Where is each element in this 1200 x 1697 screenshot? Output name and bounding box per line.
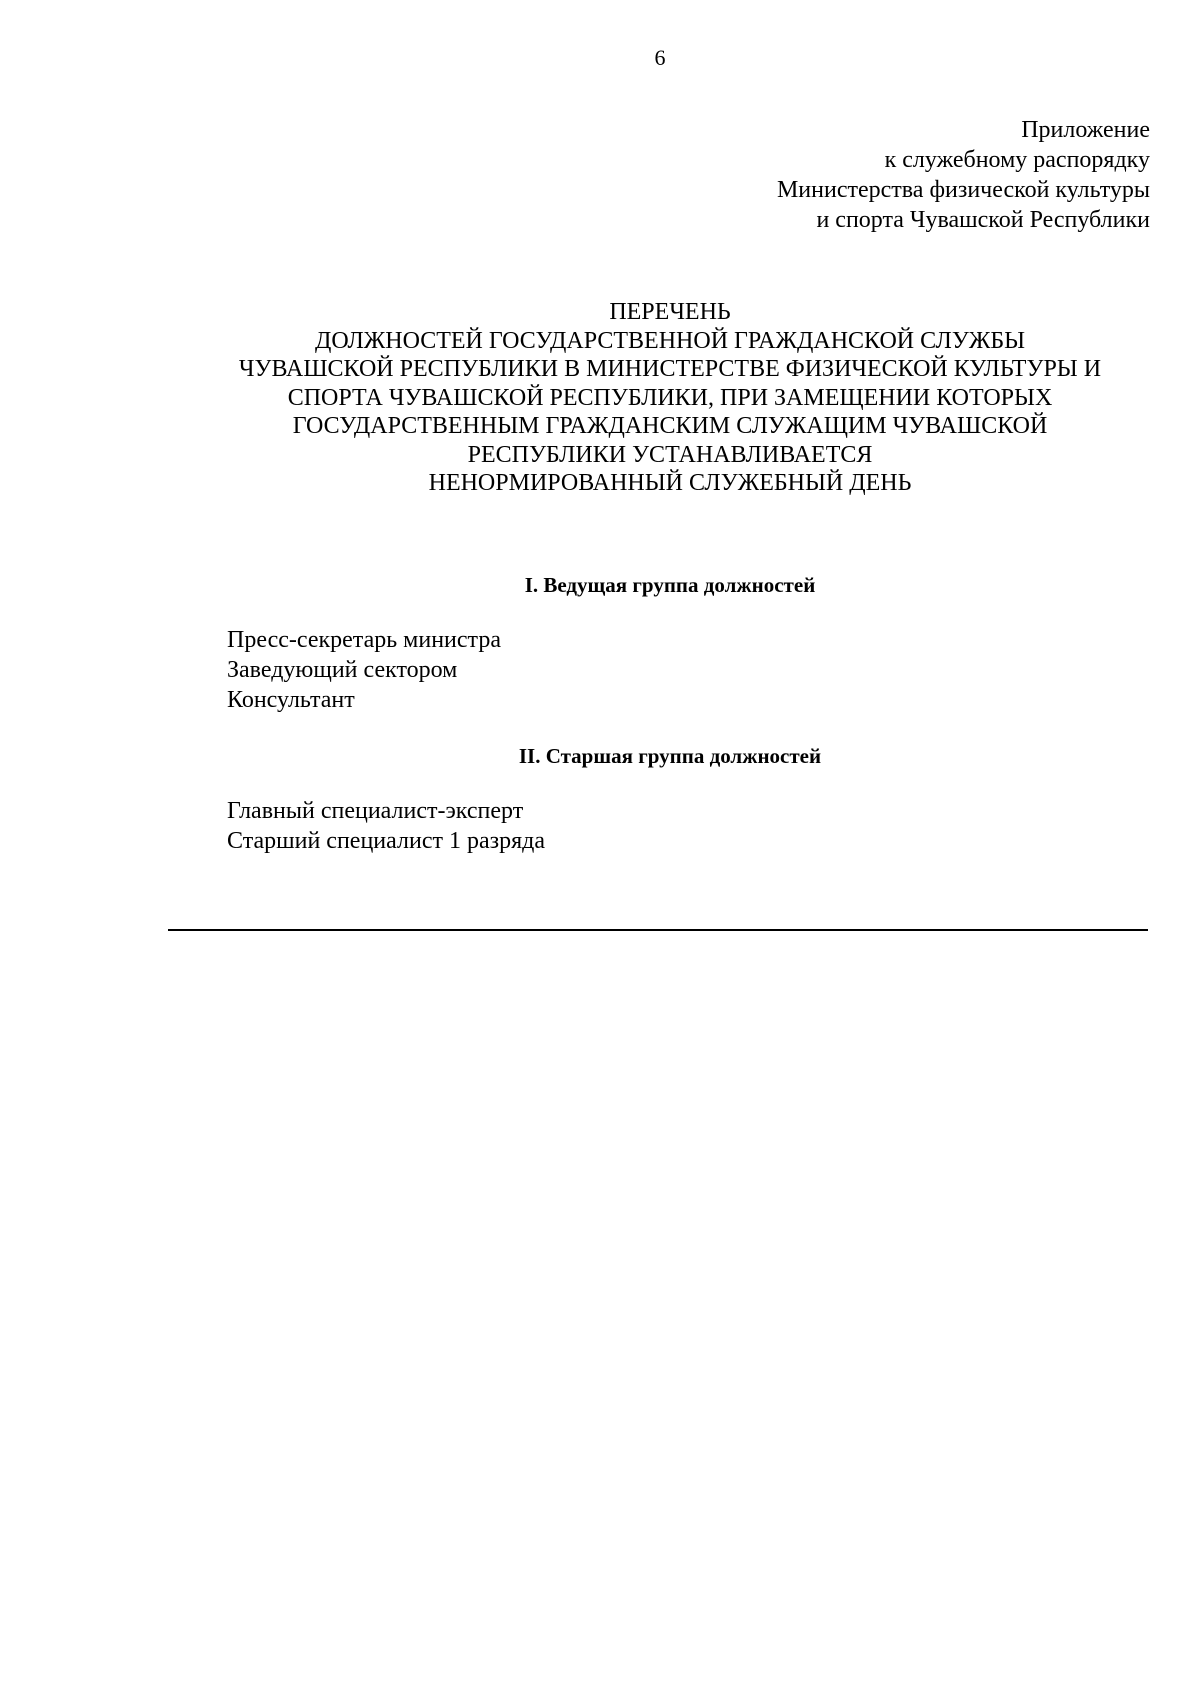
appendix-line: к служебному распорядку	[884, 147, 1150, 173]
list-item: Старший специалист 1 разряда	[227, 828, 545, 854]
appendix-note	[450, 115, 1150, 235]
title-line: ДОЛЖНОСТЕЙ ГОСУДАРСТВЕННОЙ ГРАЖДАНСКОЙ СЛУЖБЫ	[314, 327, 1026, 354]
appendix-line: и спорта Чувашской Республики	[816, 207, 1150, 233]
document-title	[170, 298, 1170, 498]
title-line: РЕСПУБЛИКИ УСТАНАВЛИВАЕТСЯ	[467, 441, 873, 468]
horizontal-rule	[168, 929, 1148, 931]
page-number: 6	[654, 45, 666, 70]
appendix-line: Министерства физической культуры	[776, 177, 1150, 203]
title-line: ЧУВАШСКОЙ РЕСПУБЛИКИ В МИНИСТЕРСТВЕ ФИЗИЧЕСКОЙ КУЛЬТУРЫ И	[238, 356, 1102, 382]
appendix-line: Приложение	[1021, 117, 1150, 143]
title-line: НЕНОРМИРОВАННЫЙ СЛУЖЕБНЫЙ ДЕНЬ	[428, 470, 912, 496]
list-item: Заведующий сектором	[227, 657, 458, 683]
title-line: ГОСУДАРСТВЕННЫМ ГРАЖДАНСКИМ СЛУЖАЩИМ ЧУВАШСКОЙ	[292, 413, 1048, 439]
section-heading-senior-group: II. Старшая группа должностей	[518, 744, 822, 768]
title-line: СПОРТА ЧУВАШСКОЙ РЕСПУБЛИКИ, ПРИ ЗАМЕЩЕНИИ КОТОРЫХ	[287, 384, 1053, 411]
section-heading-leading-group: I. Ведущая группа должностей	[524, 573, 816, 597]
position-list-leading-group	[227, 625, 501, 715]
list-item: Главный специалист-эксперт	[227, 798, 524, 824]
list-item: Консультант	[227, 687, 355, 713]
list-item: Пресс-секретарь министра	[227, 627, 501, 653]
title-line: ПЕРЕЧЕНЬ	[609, 299, 731, 325]
position-list-senior-group	[227, 796, 545, 856]
